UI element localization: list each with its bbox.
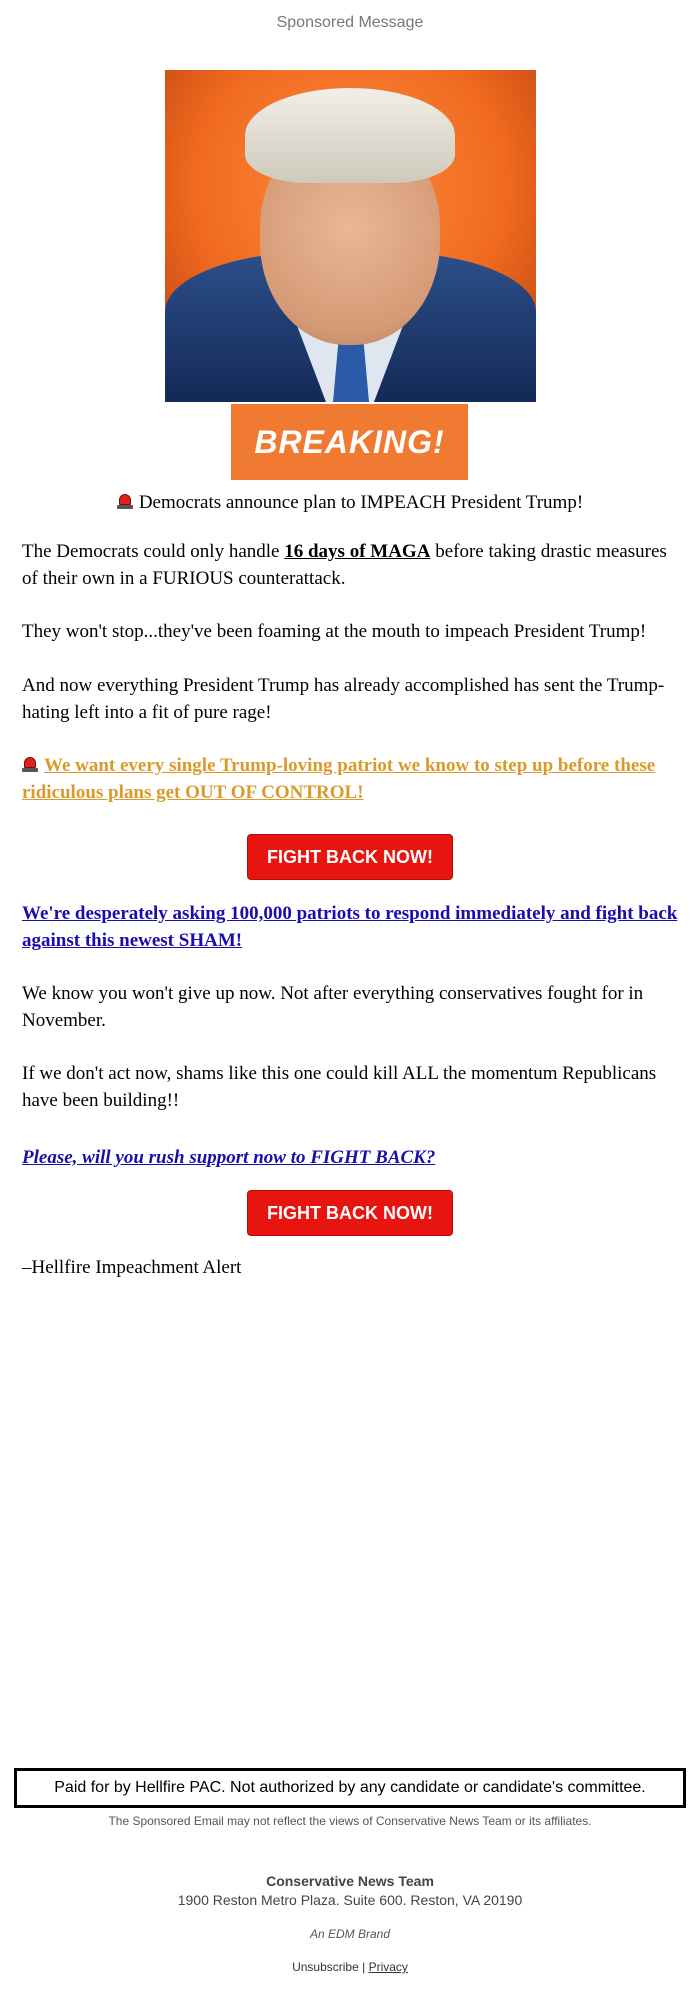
breaking-banner[interactable] xyxy=(231,404,468,480)
hero-hair xyxy=(245,88,455,183)
footer-brand: An EDM Brand xyxy=(309,1927,391,1941)
paragraph-8 xyxy=(22,1144,682,1171)
paragraph-4 xyxy=(22,752,682,806)
p1-text-after: before taking drastic measures of their own in a FURIOUS counterattack. xyxy=(22,541,667,589)
paragraph-3: And now everything President Trump has already accomplished has sent the Trump-hating left into a fit of pure rage! xyxy=(22,675,665,723)
siren-icon xyxy=(117,493,133,509)
paid-for-disclaimer xyxy=(14,1768,686,1808)
footer-note: The Sponsored Email may not reflect the views of Conservative News Team or its affiliates. xyxy=(108,1814,592,1828)
footer-address: 1900 Reston Metro Plaza. Suite 600. Reston, VA 20190 xyxy=(177,1892,523,1908)
paragraph-1 xyxy=(22,538,682,592)
signature: –Hellfire Impeachment Alert xyxy=(22,1257,242,1278)
footer-separator: | xyxy=(362,1960,366,1974)
headline xyxy=(0,492,700,514)
fight-back-button-1[interactable]: FIGHT BACK NOW! xyxy=(247,834,453,880)
headline-text: Democrats announce plan to IMPEACH President Trump! xyxy=(138,492,584,513)
footer-links xyxy=(0,1960,700,1974)
paragraph-6: We know you won't give up now. Not after everything conservatives fought for in November. xyxy=(22,983,644,1031)
patriot-call-link[interactable]: We want every single Trump-loving patriot we know to step up before these ridiculous plans get OUT OF CONTROL! xyxy=(22,755,656,803)
footer-org-name: Conservative News Team xyxy=(266,1873,434,1889)
unsubscribe-link[interactable]: Unsubscribe xyxy=(292,1960,359,1974)
siren-icon xyxy=(22,756,38,772)
sponsored-label: Sponsored Message xyxy=(276,14,424,31)
fight-back-button-2[interactable]: FIGHT BACK NOW! xyxy=(247,1190,453,1236)
patriots-response-link[interactable]: We're desperately asking 100,000 patriots to respond immediately and fight back against this newest SHAM! xyxy=(22,903,678,951)
paragraph-2: They won't stop...they've been foaming at the mouth to impeach President Trump! xyxy=(22,621,647,642)
paragraph-5 xyxy=(22,900,682,954)
hero-image[interactable] xyxy=(165,70,536,402)
privacy-link[interactable]: Privacy xyxy=(368,1960,408,1974)
p1-text-before: The Democrats could only handle xyxy=(22,541,285,562)
paragraph-7: If we don't act now, shams like this one could kill ALL the momentum Republicans have been building!! xyxy=(22,1063,657,1111)
rush-support-link[interactable]: Please, will you rush support now to FIGHT BACK? xyxy=(22,1147,436,1168)
disclaimer-text: Paid for by Hellfire PAC. Not authorized by any candidate or candidate's committee. xyxy=(54,1779,646,1796)
breaking-text: BREAKING! xyxy=(254,423,445,460)
p1-emphasis: 16 days of MAGA xyxy=(284,541,431,562)
